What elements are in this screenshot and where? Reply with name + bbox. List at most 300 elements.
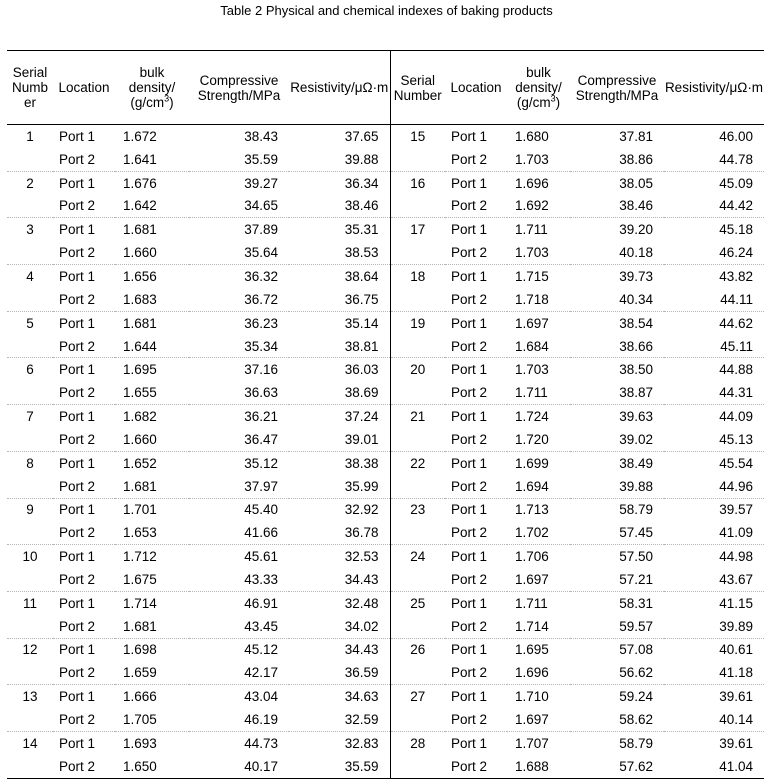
table-row [7, 475, 764, 498]
bulk-density-cell: 1.714 [115, 591, 189, 614]
location-cell: Port 2 [451, 151, 488, 167]
location-cell: Port 1 [445, 405, 507, 428]
bulk-density-cell: 1.697 [515, 571, 549, 587]
bulk-density-cell: 1.642 [123, 198, 157, 214]
serial-number-cell: 3 [7, 218, 53, 241]
bulk-density-cell: 1.688 [507, 755, 570, 778]
compressive-strength-cell: 36.72 [244, 291, 278, 307]
serial-number-cell [7, 661, 53, 684]
header-location-right: Location [445, 51, 507, 125]
table-row [7, 568, 764, 591]
bulk-density-cell: 1.724 [507, 405, 570, 428]
bulk-density-cell: 1.698 [115, 638, 189, 661]
location-cell: Port 2 [59, 431, 96, 447]
serial-number-cell: 23 [390, 498, 445, 521]
resistivity-cell: 45.18 [664, 218, 764, 241]
resistivity-cell: 44.11 [720, 291, 753, 307]
table-row [7, 615, 764, 638]
bulk-density-cell: 1.675 [123, 571, 157, 587]
resistivity-cell: 34.43 [289, 638, 390, 661]
header-compressive-strength-right: Compressive Strength/MPa [570, 51, 664, 125]
serial-number-cell: 10 [7, 545, 53, 568]
compressive-strength-cell: 58.62 [619, 712, 653, 728]
resistivity-cell: 36.34 [289, 171, 390, 194]
bulk-density-cell: 1.695 [507, 638, 570, 661]
table-row [7, 498, 764, 521]
location-cell: Port 2 [59, 571, 96, 587]
compressive-strength-cell: 43.45 [244, 618, 278, 634]
location-cell: Port 2 [53, 755, 115, 778]
location-cell: Port 2 [59, 618, 96, 634]
resistivity-cell: 43.67 [719, 571, 753, 587]
table-row [7, 358, 764, 381]
compressive-strength-cell: 37.89 [189, 218, 289, 241]
location-cell: Port 2 [451, 478, 488, 494]
table-row [7, 685, 764, 708]
bulk-density-cell: 1.656 [115, 265, 189, 288]
location-cell: Port 1 [53, 265, 115, 288]
serial-number-cell: 4 [7, 265, 53, 288]
bulk-density-cell: 1.711 [515, 385, 548, 401]
compressive-strength-cell: 45.12 [189, 638, 289, 661]
location-cell: Port 1 [53, 451, 115, 474]
bulk-density-cell: 1.699 [507, 451, 570, 474]
resistivity-cell: 32.83 [289, 731, 390, 754]
compressive-strength-cell: 35.34 [244, 338, 278, 354]
location-cell: Port 1 [53, 358, 115, 381]
compressive-strength-cell: 38.50 [570, 358, 664, 381]
table-row [7, 195, 764, 218]
bulk-density-cell: 1.711 [507, 591, 570, 614]
table-row [7, 218, 764, 241]
compressive-strength-cell: 36.32 [189, 265, 289, 288]
bulk-density-cell: 1.694 [515, 478, 549, 494]
compressive-strength-cell: 39.73 [570, 265, 664, 288]
compressive-strength-cell: 40.34 [619, 291, 653, 307]
serial-number-cell: 11 [7, 591, 53, 614]
location-cell: Port 2 [451, 525, 488, 541]
location-cell: Port 2 [59, 478, 96, 494]
bulk-density-cell: 1.701 [115, 498, 189, 521]
table-row [7, 451, 764, 474]
serial-number-cell: 16 [390, 171, 445, 194]
resistivity-cell: 35.14 [289, 311, 390, 334]
location-cell: Port 2 [59, 151, 96, 167]
compressive-strength-cell: 38.49 [570, 451, 664, 474]
table-row [7, 241, 764, 264]
resistivity-cell: 39.01 [344, 431, 379, 447]
compressive-strength-cell: 38.43 [244, 128, 278, 144]
bulk-density-cell: 1.715 [507, 265, 570, 288]
serial-number-cell: 8 [7, 451, 53, 474]
serial-number-cell [390, 521, 445, 544]
location-cell: Port 2 [451, 618, 488, 634]
resistivity-cell: 36.59 [344, 665, 379, 681]
bulk-density-cell: 1.659 [123, 665, 157, 681]
serial-number-cell: 19 [390, 311, 445, 334]
table-row [7, 288, 764, 311]
serial-number-cell [390, 335, 445, 358]
resistivity-cell: 39.61 [664, 731, 764, 754]
bulk-density-cell: 1.702 [515, 525, 549, 541]
bulk-density-cell: 1.680 [515, 128, 549, 144]
table-row [7, 265, 764, 288]
resistivity-cell: 44.98 [664, 545, 764, 568]
resistivity-cell: 38.53 [344, 245, 379, 261]
compressive-strength-cell: 56.62 [619, 665, 653, 681]
resistivity-cell: 38.64 [289, 265, 390, 288]
table-row [7, 381, 764, 404]
serial-number-cell: 2 [7, 171, 53, 194]
serial-number-cell: 14 [7, 731, 53, 754]
serial-number-cell: 27 [390, 685, 445, 708]
location-cell: Port 1 [445, 498, 507, 521]
bulk-density-cell: 1.653 [123, 525, 157, 541]
serial-number-cell [7, 521, 53, 544]
location-cell: Port 1 [53, 498, 115, 521]
header-compressive-strength: Compressive Strength/MPa [189, 51, 289, 125]
serial-number-cell: 7 [7, 405, 53, 428]
location-cell: Port 1 [53, 591, 115, 614]
resistivity-cell: 38.81 [344, 338, 379, 354]
compressive-strength-cell: 59.24 [570, 685, 664, 708]
resistivity-cell: 34.63 [289, 685, 390, 708]
compressive-strength-cell: 44.73 [189, 731, 289, 754]
location-cell: Port 2 [451, 665, 488, 681]
serial-number-cell: 21 [390, 405, 445, 428]
resistivity-cell: 32.48 [289, 591, 390, 614]
compressive-strength-cell: 59.57 [619, 618, 653, 634]
bulk-density-cell: 1.660 [123, 245, 157, 261]
bulk-density-cell: 1.641 [123, 151, 157, 167]
bulk-density-cell: 1.710 [507, 685, 570, 708]
resistivity-cell: 46.24 [719, 245, 753, 261]
compressive-strength-cell: 38.66 [619, 338, 653, 354]
compressive-strength-cell: 38.05 [570, 171, 664, 194]
bulk-density-cell: 1.684 [515, 338, 549, 354]
bulk-density-cell: 1.693 [115, 731, 189, 754]
bulk-density-cell: 1.697 [507, 311, 570, 334]
location-cell: Port 1 [445, 171, 507, 194]
bulk-density-cell: 1.703 [507, 358, 570, 381]
serial-number-cell [390, 288, 445, 311]
serial-number-cell [390, 708, 445, 731]
serial-number-cell [390, 661, 445, 684]
compressive-strength-cell: 43.04 [189, 685, 289, 708]
bulk-density-cell: 1.692 [515, 198, 549, 214]
header-location: Location [53, 51, 115, 125]
location-cell: Port 1 [59, 128, 96, 144]
bulk-density-cell: 1.681 [123, 618, 157, 634]
bulk-density-cell: 1.703 [515, 151, 549, 167]
header-bulk-density: bulk density/ $(g/cm^3)$ [115, 51, 189, 125]
baking-products-table [7, 50, 764, 779]
serial-number-cell: 12 [7, 638, 53, 661]
bulk-density-cell: 1.681 [115, 218, 189, 241]
location-cell: Port 1 [445, 685, 507, 708]
resistivity-cell: 45.09 [664, 171, 764, 194]
resistivity-cell: 32.59 [344, 712, 379, 728]
serial-number-cell: 26 [390, 638, 445, 661]
bulk-density-cell: 1.695 [115, 358, 189, 381]
serial-number-cell [390, 195, 445, 218]
compressive-strength-cell: 34.65 [244, 198, 278, 214]
compressive-strength-cell: 38.54 [570, 311, 664, 334]
resistivity-cell: 38.38 [289, 451, 390, 474]
compressive-strength-cell: 35.59 [244, 151, 278, 167]
location-cell: Port 2 [59, 291, 96, 307]
location-cell: Port 2 [451, 385, 488, 401]
resistivity-cell: 39.88 [344, 151, 379, 167]
table-row [7, 661, 764, 684]
resistivity-cell: 44.88 [664, 358, 764, 381]
compressive-strength-cell: 45.61 [189, 545, 289, 568]
compressive-strength-cell: 57.50 [570, 545, 664, 568]
bulk-density-cell: 1.655 [123, 385, 157, 401]
serial-number-cell: 1 [26, 128, 34, 144]
header-row [7, 51, 764, 125]
bulk-density-cell: 1.660 [123, 431, 157, 447]
compressive-strength-cell: 42.17 [244, 665, 278, 681]
location-cell: Port 1 [53, 685, 115, 708]
compressive-strength-cell: 40.18 [619, 245, 653, 261]
resistivity-cell: 44.42 [719, 198, 753, 214]
location-cell: Port 2 [59, 385, 96, 401]
table-row [7, 428, 764, 451]
resistivity-cell: 45.54 [664, 451, 764, 474]
resistivity-cell: 32.92 [289, 498, 390, 521]
location-cell: Port 1 [445, 265, 507, 288]
table-row [7, 311, 764, 334]
serial-number-cell: 18 [390, 265, 445, 288]
serial-number-cell [390, 475, 445, 498]
compressive-strength-cell: 46.19 [244, 712, 278, 728]
location-cell: Port 2 [445, 755, 507, 778]
serial-number-cell [7, 615, 53, 638]
location-cell: Port 1 [53, 171, 115, 194]
compressive-strength-cell: 36.63 [244, 385, 278, 401]
compressive-strength-cell: 39.20 [570, 218, 664, 241]
location-cell: Port 1 [53, 638, 115, 661]
compressive-strength-cell: 58.79 [570, 731, 664, 754]
resistivity-cell: 44.31 [719, 385, 753, 401]
location-cell: Port 2 [59, 198, 96, 214]
location-cell: Port 2 [451, 338, 488, 354]
compressive-strength-cell: 57.62 [570, 755, 664, 778]
location-cell: Port 2 [451, 245, 488, 261]
resistivity-cell: 37.24 [289, 405, 390, 428]
location-cell: Port 1 [53, 731, 115, 754]
serial-number-cell [7, 241, 53, 264]
serial-number-cell: 15 [390, 125, 445, 148]
table-row [7, 125, 764, 148]
location-cell: Port 1 [445, 451, 507, 474]
location-cell: Port 1 [53, 311, 115, 334]
resistivity-cell: 34.02 [344, 618, 379, 634]
compressive-strength-cell: 40.17 [189, 755, 289, 778]
resistivity-cell: 35.59 [289, 755, 390, 778]
bulk-density-cell: 1.706 [507, 545, 570, 568]
table-row [7, 405, 764, 428]
bulk-density-cell: 1.697 [515, 712, 549, 728]
compressive-strength-cell: 36.21 [189, 405, 289, 428]
serial-number-cell: 22 [390, 451, 445, 474]
serial-number-cell [7, 195, 53, 218]
resistivity-cell: 38.69 [344, 385, 379, 401]
bulk-density-cell: 1.650 [115, 755, 189, 778]
resistivity-cell: 43.82 [664, 265, 764, 288]
serial-number-cell: 24 [390, 545, 445, 568]
table-row [7, 708, 764, 731]
bulk-density-cell: 1.644 [123, 338, 157, 354]
bulk-density-cell: 1.720 [515, 431, 549, 447]
resistivity-cell: 36.03 [289, 358, 390, 381]
location-cell: Port 2 [59, 712, 96, 728]
resistivity-cell: 44.09 [664, 405, 764, 428]
compressive-strength-cell: 39.27 [189, 171, 289, 194]
compressive-strength-cell: 37.97 [244, 478, 278, 494]
compressive-strength-cell: 35.12 [189, 451, 289, 474]
bulk-density-cell: 1.696 [515, 665, 549, 681]
serial-number-cell: 9 [7, 498, 53, 521]
serial-number-cell [390, 615, 445, 638]
serial-number-cell [7, 428, 53, 451]
compressive-strength-cell: 57.21 [619, 571, 653, 587]
compressive-strength-cell: 39.88 [619, 478, 653, 494]
compressive-strength-cell: 36.23 [189, 311, 289, 334]
compressive-strength-cell: 38.87 [619, 385, 653, 401]
location-cell: Port 1 [445, 545, 507, 568]
location-cell: Port 1 [445, 591, 507, 614]
location-cell: Port 1 [445, 731, 507, 754]
bulk-density-cell: 1.666 [115, 685, 189, 708]
resistivity-cell: 46.00 [719, 128, 753, 144]
compressive-strength-cell: 45.40 [189, 498, 289, 521]
table-row [7, 521, 764, 544]
table-row [7, 171, 764, 194]
resistivity-cell: 36.78 [344, 525, 379, 541]
compressive-strength-cell: 57.08 [570, 638, 664, 661]
resistivity-cell: 35.31 [289, 218, 390, 241]
serial-number-cell [390, 428, 445, 451]
table-row [7, 335, 764, 358]
bulk-density-cell: 1.681 [115, 311, 189, 334]
resistivity-cell: 32.53 [289, 545, 390, 568]
location-cell: Port 2 [59, 525, 96, 541]
bulk-density-cell: 1.711 [507, 218, 570, 241]
resistivity-cell: 39.57 [664, 498, 764, 521]
serial-number-cell: 13 [7, 685, 53, 708]
serial-number-cell [390, 381, 445, 404]
compressive-strength-cell: 46.91 [189, 591, 289, 614]
location-cell: Port 2 [451, 571, 488, 587]
compressive-strength-cell: 58.79 [570, 498, 664, 521]
location-cell: Port 1 [445, 311, 507, 334]
resistivity-cell: 40.61 [664, 638, 764, 661]
resistivity-cell: 45.11 [720, 338, 753, 354]
resistivity-cell: 41.15 [664, 591, 764, 614]
bulk-density-cell: 1.652 [115, 451, 189, 474]
compressive-strength-cell: 37.81 [619, 128, 653, 144]
resistivity-cell: 44.78 [719, 151, 753, 167]
serial-number-cell: 28 [390, 731, 445, 754]
location-cell: Port 1 [53, 405, 115, 428]
header-resistivity-right: Resistivity/μΩ·m [664, 51, 764, 125]
table-row [7, 591, 764, 614]
bulk-density-cell: 1.672 [123, 128, 157, 144]
compressive-strength-cell: 36.47 [244, 431, 278, 447]
header-serial-number-right: Serial Number [390, 51, 445, 125]
resistivity-cell: 40.14 [719, 712, 753, 728]
bulk-density-cell: 1.713 [507, 498, 570, 521]
bulk-density-cell: 1.683 [123, 291, 157, 307]
bulk-density-cell: 1.682 [115, 405, 189, 428]
location-cell: Port 2 [59, 665, 96, 681]
location-cell: Port 2 [59, 245, 96, 261]
compressive-strength-cell: 39.63 [570, 405, 664, 428]
compressive-strength-cell: 58.31 [570, 591, 664, 614]
header-serial-number: Serial Numb er [7, 51, 53, 125]
location-cell: Port 2 [451, 712, 488, 728]
resistivity-cell: 39.61 [664, 685, 764, 708]
serial-number-cell [7, 708, 53, 731]
bulk-density-cell: 1.705 [123, 712, 157, 728]
location-cell: Port 2 [59, 338, 96, 354]
header-bulk-density-right: bulk density/ $(g/cm^3)$ [507, 51, 570, 125]
compressive-strength-cell: 57.45 [619, 525, 653, 541]
bulk-density-cell: 1.681 [123, 478, 157, 494]
resistivity-cell: 39.89 [719, 618, 753, 634]
compressive-strength-cell: 38.46 [619, 198, 653, 214]
location-cell: Port 1 [451, 128, 488, 144]
resistivity-cell: 34.43 [344, 571, 379, 587]
serial-number-cell: 17 [390, 218, 445, 241]
table-title: Table 2 Physical and chemical indexes of baking products [220, 3, 553, 18]
serial-number-cell [7, 288, 53, 311]
resistivity-cell: 41.18 [719, 665, 753, 681]
location-cell: Port 1 [445, 638, 507, 661]
serial-number-cell [7, 568, 53, 591]
table-row [7, 545, 764, 568]
compressive-strength-cell: 39.02 [619, 431, 653, 447]
location-cell: Port 2 [451, 431, 488, 447]
compressive-strength-cell: 35.64 [244, 245, 278, 261]
table-row [7, 148, 764, 171]
bulk-density-cell: 1.703 [515, 245, 549, 261]
serial-number-cell: 5 [7, 311, 53, 334]
table-row [7, 638, 764, 661]
compressive-strength-cell: 43.33 [244, 571, 278, 587]
serial-number-cell: 20 [390, 358, 445, 381]
resistivity-cell: 37.65 [344, 128, 379, 144]
table-row [7, 731, 764, 754]
bulk-density-cell: 1.712 [115, 545, 189, 568]
serial-number-cell [390, 148, 445, 171]
serial-number-cell: 6 [7, 358, 53, 381]
resistivity-cell: 41.04 [664, 755, 764, 778]
bulk-density-cell: 1.696 [507, 171, 570, 194]
resistivity-cell: 35.99 [344, 478, 379, 494]
serial-number-cell [7, 381, 53, 404]
location-cell: Port 2 [451, 198, 488, 214]
location-cell: Port 1 [445, 218, 507, 241]
location-cell: Port 1 [53, 218, 115, 241]
serial-number-cell [7, 475, 53, 498]
resistivity-cell: 44.96 [719, 478, 753, 494]
resistivity-cell: 41.09 [719, 525, 753, 541]
bulk-density-cell: 1.707 [507, 731, 570, 754]
resistivity-cell: 38.46 [344, 198, 379, 214]
